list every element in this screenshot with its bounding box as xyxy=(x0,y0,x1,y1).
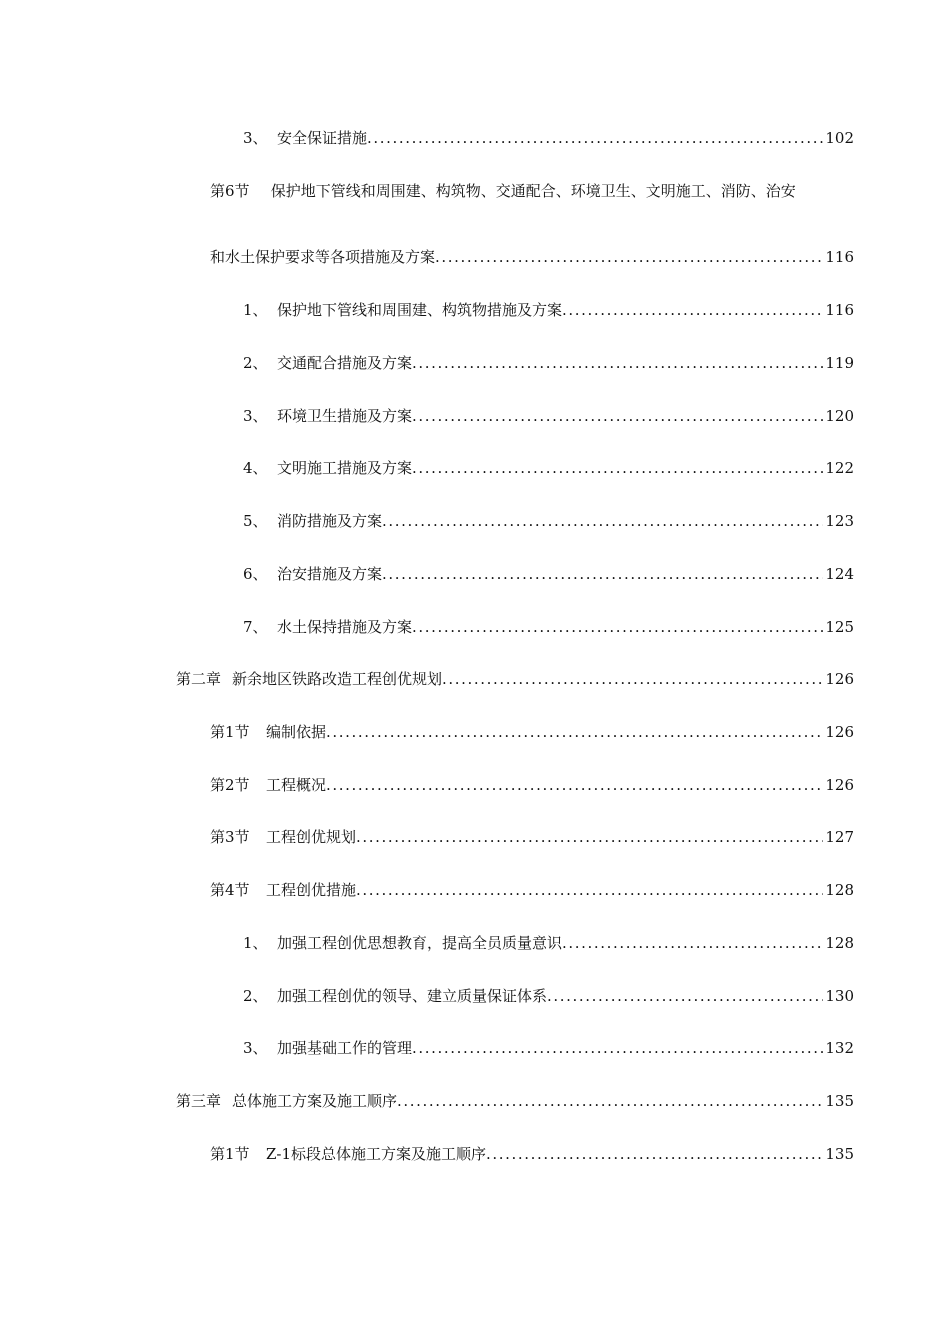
toc-entry-number: 第2节 xyxy=(210,776,250,794)
toc-entry-number: 第6节 xyxy=(210,182,250,200)
toc-entry-number: 第1节 xyxy=(210,1145,250,1163)
toc-entry-title-continued: 和水土保护要求等各项措施及方案 xyxy=(210,248,436,266)
toc-entry[interactable] xyxy=(243,509,854,533)
toc-entry-number: 3、 xyxy=(243,129,268,147)
toc-section-entry[interactable] xyxy=(210,773,854,797)
toc-entry-title: 水土保持措施及方案 xyxy=(277,618,413,636)
toc-leader-dots xyxy=(562,931,823,955)
toc-leader-dots xyxy=(562,298,823,322)
toc-chapter-entry[interactable] xyxy=(176,667,854,691)
toc-leader-dots xyxy=(486,1142,823,1166)
toc-entry-title: Z-1标段总体施工方案及施工顺序 xyxy=(266,1145,487,1163)
toc-page-number: 135 xyxy=(825,1145,854,1163)
toc-entry[interactable] xyxy=(243,1036,854,1060)
toc-page-number: 124 xyxy=(825,565,854,583)
toc-entry-number: 第4节 xyxy=(210,881,250,899)
toc-leader-dots xyxy=(356,825,823,849)
toc-page-number: 116 xyxy=(825,248,854,266)
toc-entry-number: 4、 xyxy=(243,459,268,477)
toc-leader-dots xyxy=(412,404,823,428)
toc-leader-dots xyxy=(412,456,823,480)
toc-leader-dots xyxy=(412,615,823,639)
toc-entry-title: 新余地区铁路改造工程创优规划 xyxy=(232,670,443,688)
toc-entry-number: 5、 xyxy=(243,512,268,530)
toc-chapter-entry[interactable] xyxy=(176,1089,854,1113)
toc-page-number: 122 xyxy=(825,459,854,477)
toc-entry[interactable] xyxy=(243,298,854,322)
toc-page-number: 128 xyxy=(825,881,854,899)
toc-entry-number: 7、 xyxy=(243,618,268,636)
toc-entry-title: 编制依据 xyxy=(266,723,327,741)
toc-entry-number: 2、 xyxy=(243,987,268,1005)
toc-page-number: 102 xyxy=(825,129,854,147)
toc-entry-title: 工程创优规划 xyxy=(266,828,357,846)
toc-leader-dots xyxy=(442,667,823,691)
toc-entry-continuation[interactable] xyxy=(210,245,854,269)
toc-leader-dots xyxy=(412,1036,823,1060)
toc-leader-dots xyxy=(435,245,823,269)
toc-leader-dots xyxy=(326,720,823,744)
toc-page-number: 130 xyxy=(825,987,854,1005)
toc-page-number: 123 xyxy=(825,512,854,530)
toc-leader-dots xyxy=(367,126,823,150)
toc-entry-number: 第1节 xyxy=(210,723,250,741)
toc-leader-dots xyxy=(547,984,823,1008)
toc-page-number: 128 xyxy=(825,934,854,952)
toc-entry-title: 工程创优措施 xyxy=(266,881,357,899)
toc-entry-number: 3、 xyxy=(243,1039,268,1057)
toc-leader-dots xyxy=(412,351,823,375)
toc-entry-title: 文明施工措施及方案 xyxy=(277,459,413,477)
toc-page-number: 125 xyxy=(825,618,854,636)
toc-section-entry[interactable] xyxy=(210,720,854,744)
toc-entry[interactable] xyxy=(243,931,854,955)
toc-entry[interactable] xyxy=(243,126,854,150)
toc-leader-dots xyxy=(397,1089,823,1113)
toc-entry-title: 工程概况 xyxy=(266,776,327,794)
toc-page-number: 126 xyxy=(825,723,854,741)
toc-page-number: 126 xyxy=(825,776,854,794)
toc-entry-number: 2、 xyxy=(243,354,268,372)
toc-entry[interactable] xyxy=(243,351,854,375)
toc-entry-number: 第三章 xyxy=(176,1092,222,1110)
toc-entry[interactable] xyxy=(243,404,854,428)
toc-entry-title: 消防措施及方案 xyxy=(277,512,383,530)
toc-entry[interactable] xyxy=(243,984,854,1008)
toc-entry-first-line[interactable] xyxy=(210,179,854,203)
toc-leader-dots xyxy=(356,878,823,902)
toc-entry-title: 加强工程创优思想教育，提高全员质量意识 xyxy=(277,934,563,952)
toc-entry-number: 3、 xyxy=(243,407,268,425)
toc-entry[interactable] xyxy=(243,615,854,639)
toc-section-entry[interactable] xyxy=(210,1142,854,1166)
toc-section-entry[interactable] xyxy=(210,878,854,902)
toc-entry-title: 保护地下管线和周围建、构筑物措施及方案 xyxy=(277,301,563,319)
toc-page-number: 135 xyxy=(825,1092,854,1110)
toc-section-entry[interactable] xyxy=(210,825,854,849)
toc-entry[interactable] xyxy=(243,562,854,586)
toc-entry-number: 1、 xyxy=(243,934,268,952)
toc-entry-number: 1、 xyxy=(243,301,268,319)
toc-page-number: 127 xyxy=(825,828,854,846)
toc-page-number: 116 xyxy=(825,301,854,319)
toc-entry-title: 安全保证措施 xyxy=(277,129,368,147)
toc-entry-number: 第二章 xyxy=(176,670,222,688)
toc-entry-title: 环境卫生措施及方案 xyxy=(277,407,413,425)
toc-leader-dots xyxy=(382,562,823,586)
toc-leader-dots xyxy=(326,773,823,797)
toc-leader-dots xyxy=(382,509,823,533)
toc-entry-title: 交通配合措施及方案 xyxy=(277,354,413,372)
toc-page-number: 132 xyxy=(825,1039,854,1057)
toc-page-number: 126 xyxy=(825,670,854,688)
toc-entry-title: 总体施工方案及施工顺序 xyxy=(232,1092,398,1110)
toc-entry-title: 治安措施及方案 xyxy=(277,565,383,583)
toc-page-number: 120 xyxy=(825,407,854,425)
toc-page-number: 119 xyxy=(825,354,854,372)
toc-entry-number: 6、 xyxy=(243,565,268,583)
toc-entry[interactable] xyxy=(243,456,854,480)
toc-entry-number: 第3节 xyxy=(210,828,250,846)
toc-entry-title: 加强基础工作的管理 xyxy=(277,1039,413,1057)
toc-entry-title: 保护地下管线和周围建、构筑物、交通配合、环境卫生、文明施工、消防、治安 xyxy=(270,182,796,200)
toc-entry-title: 加强工程创优的领导、建立质量保证体系 xyxy=(277,987,548,1005)
